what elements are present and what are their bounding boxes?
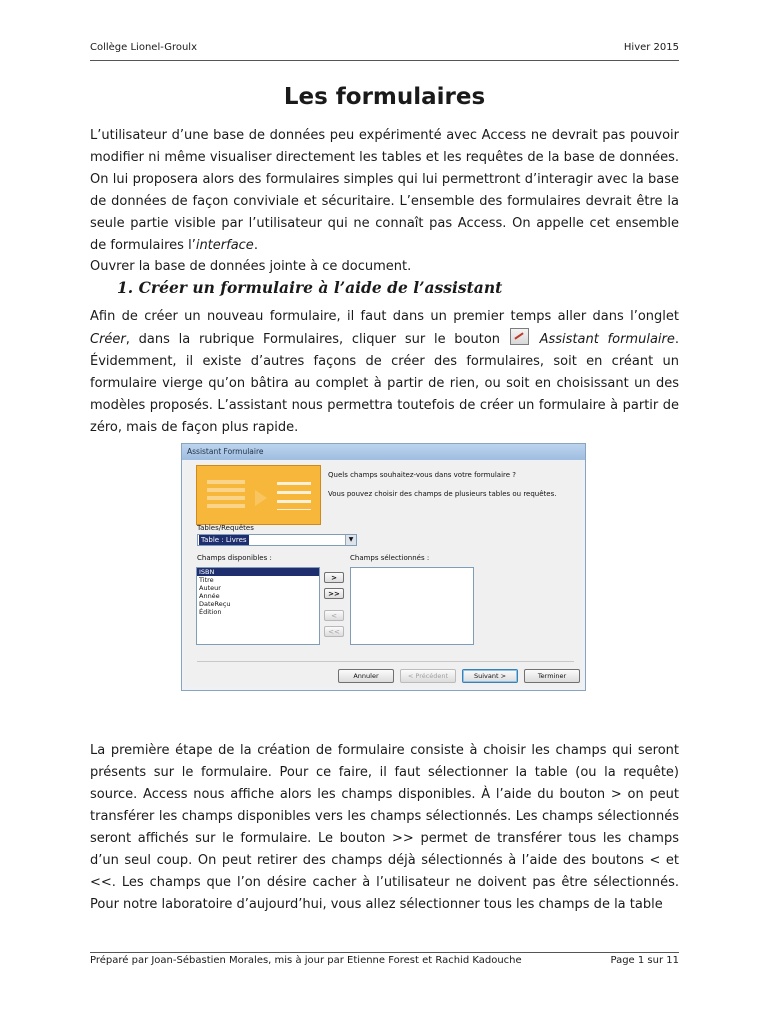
add-all-fields-button[interactable]: >> xyxy=(324,588,344,599)
page-header xyxy=(90,42,679,53)
list-item[interactable]: Édition xyxy=(199,608,222,616)
section-heading: 1. Créer un formulaire à l’aide de l’assistant xyxy=(117,278,503,297)
section-italic-create: Créer xyxy=(90,332,126,347)
section-text-3: . Évidemment, il existe d’autres façons de créer des formulaires, soit en créant un formulaire vierge qu’on bâtira au complet à partir de rien, ou soit en choisissant un des modèles proposés. L’assistant nous permettra toutefois de créer un formulaire à partir de zéro, mais de façon plus rapide. xyxy=(90,332,680,435)
section-text-2: , dans la rubrique Formulaires, cliquer sur le bouton xyxy=(125,332,509,347)
chevron-down-icon[interactable]: ▼ xyxy=(345,535,356,545)
intro-paragraph xyxy=(90,125,679,257)
tables-label: Tables/Requêtes xyxy=(197,524,254,532)
list-item[interactable]: ISBN xyxy=(197,568,319,576)
open-database-instruction: Ouvrer la base de données jointe à ce document. xyxy=(90,259,412,274)
selected-fields-label: Champs sélectionnés : xyxy=(350,554,430,562)
explanation-paragraph: La première étape de la création de formulaire consiste à choisir les champs qui seront présents sur le formulaire. Pour ce faire, il faut sélectionner la table (ou la requête) source. Access nous affiche alors les champs disponibles. À l’aide du bouton > on peut transférer les champs disponibles vers les champs sélectionnés. Les champs sélectionnés seront affichés sur le formulaire. Le bouton >> permet de transférer tous les champs d’un seul coup. On peut retirer des champs déjà sélectionnés à l’aide des boutons < et <<. Les champs que l’on désire cacher à l’utilisateur ne doivent pas être sélectionnés. Pour notre laboratoire d’aujourd’hui, vous allez sélectionner tous les champs de la table xyxy=(90,743,679,912)
page-title: Les formulaires xyxy=(283,84,486,110)
intro-italic-term: interface xyxy=(195,238,254,253)
section-text-1: Afin de créer un nouveau formulaire, il faut dans un premier temps aller dans l’onglet xyxy=(90,309,679,324)
previous-button[interactable]: < Précédent xyxy=(400,669,456,683)
add-field-button[interactable]: > xyxy=(324,572,344,583)
list-item[interactable]: Auteur xyxy=(199,584,221,592)
header-divider xyxy=(90,60,679,61)
cancel-button[interactable]: Annuler xyxy=(338,669,394,683)
list-item[interactable]: Année xyxy=(199,592,220,600)
page-footer xyxy=(90,955,679,966)
footer-authors: Préparé par Joan-Sébastien Morales, mis à jour par Etienne Forest et Rachid Kadouche xyxy=(90,955,522,966)
header-institution: Collège Lionel-Groulx xyxy=(90,42,197,53)
table-select[interactable] xyxy=(197,534,357,546)
section-paragraph xyxy=(90,306,679,439)
header-term: Hiver 2015 xyxy=(623,42,679,53)
remove-field-button[interactable]: < xyxy=(324,610,344,621)
remove-all-fields-button[interactable]: << xyxy=(324,626,344,637)
dialog-hint: Vous pouvez choisir des champs de plusieurs tables ou requêtes. xyxy=(328,490,557,498)
list-item[interactable]: DateReçu xyxy=(199,600,231,608)
intro-end: . xyxy=(253,238,258,253)
dialog-body xyxy=(185,461,582,687)
page-number: Page 1 sur 11 xyxy=(610,955,679,966)
dialog-divider xyxy=(197,661,574,662)
dialog-title: Assistant Formulaire xyxy=(182,444,585,460)
selected-fields-list[interactable] xyxy=(350,567,474,645)
finish-button[interactable]: Terminer xyxy=(524,669,580,683)
form-wizard-icon xyxy=(510,328,529,345)
form-wizard-dialog xyxy=(181,443,586,691)
footer-divider xyxy=(90,952,679,953)
list-item[interactable]: Titre xyxy=(199,576,214,584)
table-select-value: Table : Livres xyxy=(201,536,247,544)
section-italic-wizard: Assistant formulaire xyxy=(539,332,675,347)
arrow-graphic xyxy=(255,490,267,506)
intro-text: L’utilisateur d’une base de données peu expérimenté avec Access ne devrait pas pouvoir modifier ni même visualiser directement les tables et les requêtes de la base de données. On lui proposera alors des formulaires simples qui lui permettront d’interagir avec la base de données de façon conviviale et sécuritaire. L’ensemble des formulaires devrait être la seule partie visible par l’utilisateur qui ne connaît pas Access. On appelle cet ensemble de formulaires l’ xyxy=(90,128,679,253)
next-button[interactable]: Suivant > xyxy=(462,669,518,683)
wizard-illustration xyxy=(196,465,321,525)
available-fields-label: Champs disponibles : xyxy=(197,554,272,562)
dialog-question: Quels champs souhaitez-vous dans votre formulaire ? xyxy=(328,471,516,479)
available-fields-list[interactable] xyxy=(196,567,320,645)
lines-graphic xyxy=(277,482,311,510)
grid-graphic xyxy=(207,480,245,510)
